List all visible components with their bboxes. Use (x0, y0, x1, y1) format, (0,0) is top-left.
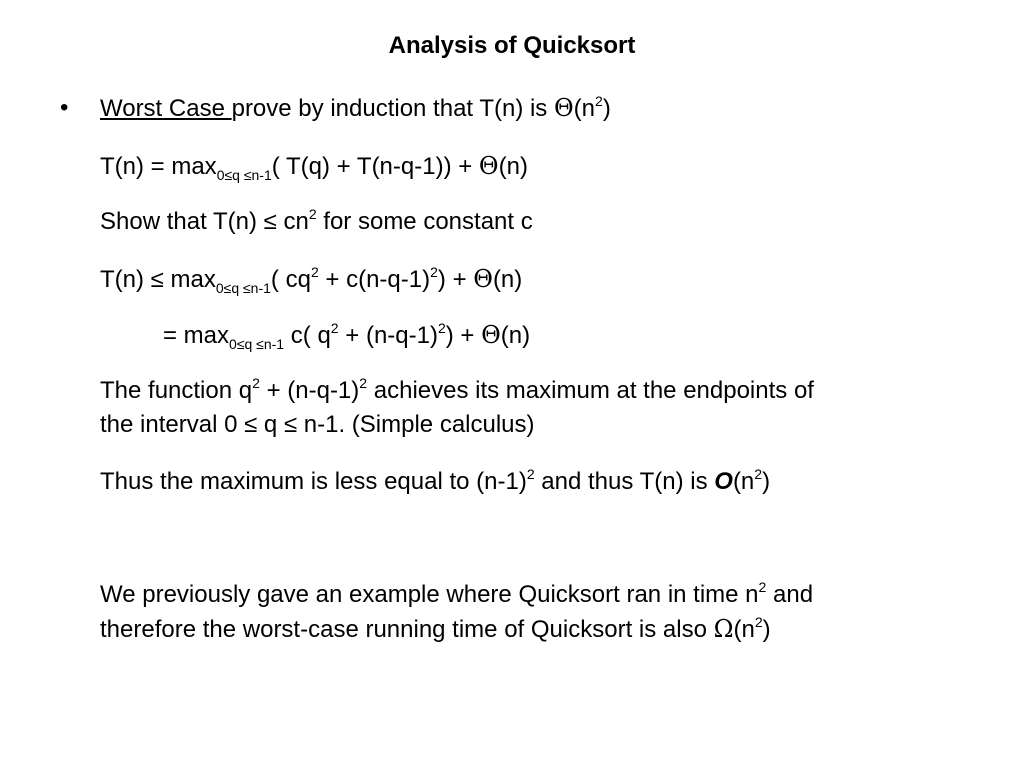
superscript: 2 (330, 320, 339, 336)
text: ) (602, 95, 611, 122)
slide-title: Analysis of Quicksort (388, 32, 636, 59)
line-hypothesis (100, 206, 533, 238)
line-example (100, 579, 813, 611)
text: therefore the worst-case running time of Quicksort is also (100, 616, 714, 643)
text: the interval 0 ≤ q ≤ n-1. (Simple calculus) (100, 411, 535, 438)
text: for some constant c (316, 208, 533, 235)
bullet-icon: • (60, 94, 69, 121)
text: ) + (437, 266, 474, 293)
text: (n (733, 616, 755, 643)
line-function-max (100, 375, 814, 407)
line-omega (100, 613, 771, 646)
text: (n) (500, 322, 531, 349)
text: + c(n-q-1) (318, 266, 431, 293)
superscript: 2 (526, 466, 535, 482)
text: ) (762, 468, 771, 495)
text: (n) (492, 266, 523, 293)
text: ( cq (270, 266, 311, 293)
superscript: 2 (308, 206, 317, 222)
text: + (n-q-1) (259, 377, 360, 404)
text: and (766, 581, 814, 608)
theta-symbol: Θ (473, 265, 493, 293)
superscript: 2 (430, 264, 438, 280)
line-conclusion (100, 466, 770, 498)
theta-symbol: Θ (481, 321, 501, 349)
subscript: 0≤q ≤n-1 (229, 336, 285, 352)
line-recurrence (100, 150, 528, 183)
superscript: 2 (359, 375, 368, 391)
text: Thus the maximum is less equal to (n-1) (100, 468, 527, 495)
superscript: 2 (754, 466, 763, 482)
superscript: 2 (437, 320, 446, 336)
text: + (n-q-1) (338, 322, 438, 349)
big-o-symbol: O (714, 468, 733, 495)
line-substitution (100, 263, 522, 296)
omega-symbol: Ω (713, 615, 734, 643)
theta-symbol: Θ (553, 94, 574, 122)
superscript: 2 (754, 614, 763, 630)
text: (n (732, 468, 755, 495)
text: (n) (498, 153, 528, 180)
text: c( q (284, 322, 331, 349)
worst-case-label: Worst Case (100, 95, 232, 122)
text: ( T(q) + T(n-q-1)) + (271, 153, 479, 180)
text: and thus T(n) is (534, 468, 715, 495)
text: ) + (445, 322, 482, 349)
text: T(n) ≤ max (100, 266, 216, 293)
superscript: 2 (595, 93, 603, 109)
subscript: 0≤q ≤n-1 (216, 167, 272, 183)
line-worst-case (100, 92, 611, 125)
text: ) (762, 616, 771, 643)
superscript: 2 (252, 375, 260, 391)
text: We previously gave an example where Quicksort ran in time n (100, 581, 759, 608)
text: Show that T(n) ≤ cn (100, 208, 309, 235)
superscript: 2 (758, 579, 767, 595)
text: T(n) = max (100, 153, 217, 180)
superscript: 2 (310, 264, 319, 280)
theta-symbol: Θ (478, 152, 499, 180)
subscript: 0≤q ≤n-1 (215, 280, 271, 296)
text: prove by induction that T(n) is (231, 95, 554, 122)
text: (n (573, 95, 596, 122)
text: achieves its maximum at the endpoints of (367, 377, 814, 404)
line-factored (163, 319, 530, 352)
text: The function q (100, 377, 253, 404)
line-interval (100, 409, 535, 441)
text: = max (163, 322, 230, 349)
